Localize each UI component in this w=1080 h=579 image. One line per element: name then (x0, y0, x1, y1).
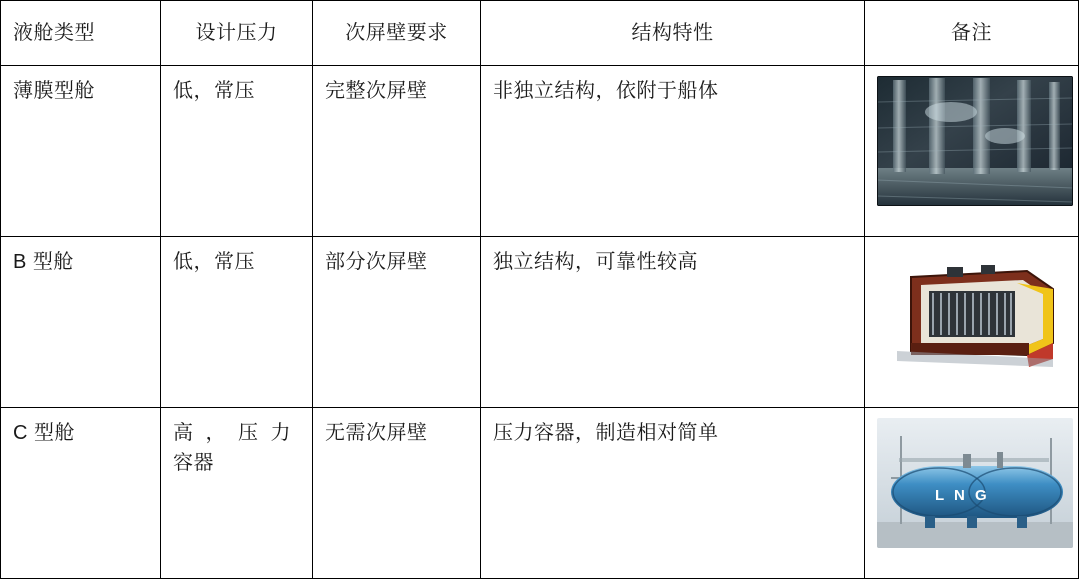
cell-tank-type: B 型舱 (1, 237, 161, 408)
lng-label: L N G (935, 487, 990, 504)
membrane-tank-photo-icon (877, 76, 1073, 206)
pressure-line-1: 高，压力 (173, 422, 291, 444)
table-row (1, 66, 1079, 237)
cell-secondary-barrier: 部分次屏壁 (313, 237, 481, 408)
column-header-secondary-barrier: 次屏壁要求 (313, 1, 481, 66)
cell-structural-feature: 压力容器，制造相对简单 (481, 408, 865, 579)
table-row (1, 237, 1079, 408)
column-header-structural-features: 结构特性 (481, 1, 865, 66)
pressure-line-2: 容器 (173, 452, 214, 474)
cell-remark-image (865, 408, 1079, 579)
cell-tank-type: 薄膜型舱 (1, 66, 161, 237)
cell-remark-image (865, 66, 1079, 237)
cell-structural-feature: 独立结构，可靠性较高 (481, 237, 865, 408)
cell-design-pressure: 低，常压 (161, 237, 313, 408)
type-b-tank-cutaway-illustration-icon (877, 247, 1073, 377)
cell-tank-type: C 型舱 (1, 408, 161, 579)
cell-structural-feature: 非独立结构，依附于船体 (481, 66, 865, 237)
column-header-tank-type: 液舱类型 (1, 1, 161, 66)
cell-remark-image (865, 237, 1079, 408)
lng-pressure-vessel-photo-icon (877, 418, 1073, 548)
cell-secondary-barrier: 完整次屏壁 (313, 66, 481, 237)
table-row (1, 408, 1079, 579)
cell-design-pressure (161, 408, 313, 579)
cell-design-pressure: 低，常压 (161, 66, 313, 237)
cell-secondary-barrier: 无需次屏壁 (313, 408, 481, 579)
table-header-row (1, 1, 1079, 66)
column-header-design-pressure: 设计压力 (161, 1, 313, 66)
column-header-remarks: 备注 (865, 1, 1079, 66)
